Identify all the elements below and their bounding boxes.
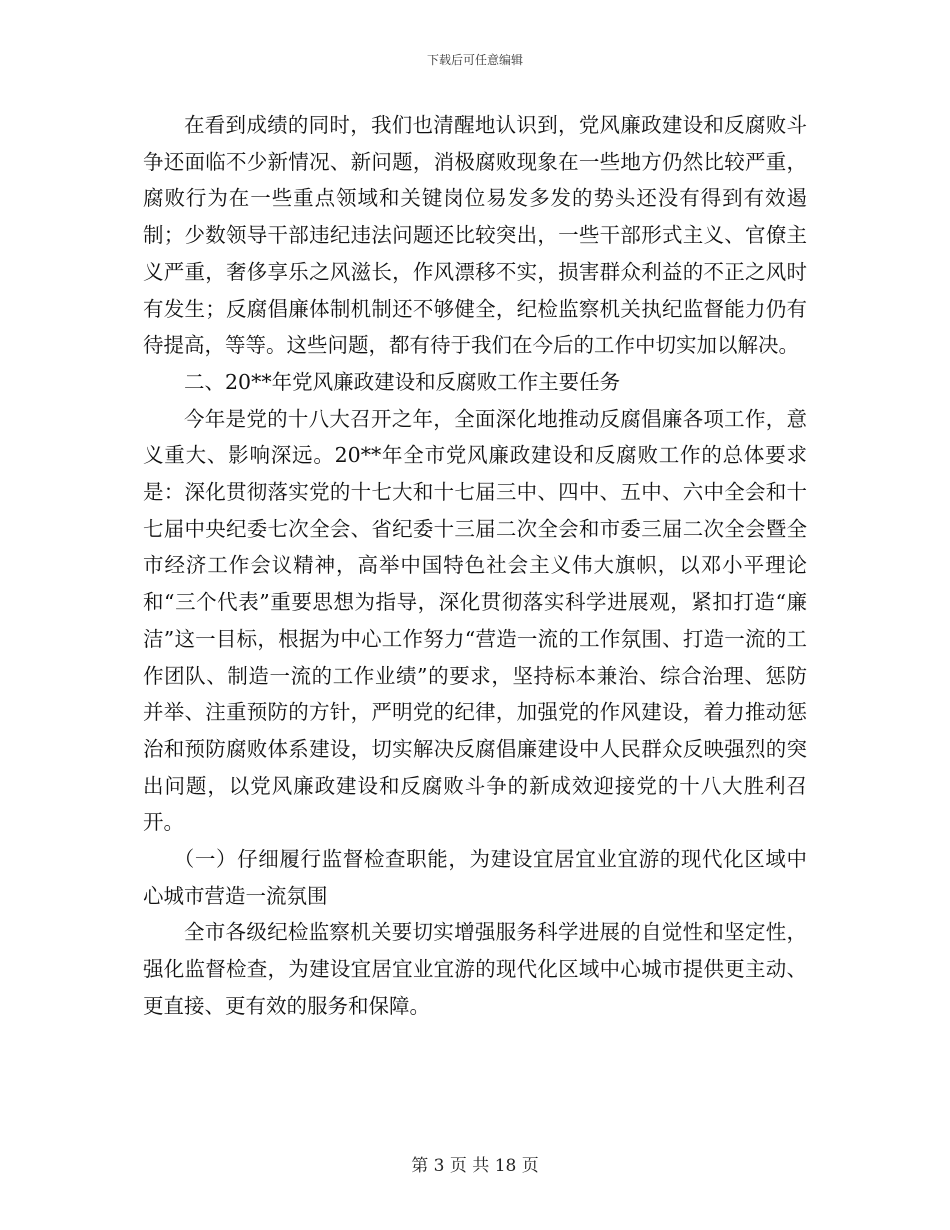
body-paragraph: 全市各级纪检监察机关要切实增强服务科学进展的自觉性和坚定性，强化监督检查，为建设宜居宜业宜游的现代化区域中心城市提供更主动、更直接、更有效的服务和保障。 [143,920,807,1018]
page-number: 第 3 页 共 18 页 [411,1156,539,1176]
document-body [143,107,807,1025]
body-paragraph: 在看到成绩的同时，我们也清醒地认识到，党风廉政建设和反腐败斗争还面临不少新情况、新问题，消极腐败现象在一些地方仍然比较严重，腐败行为在一些重点领域和关键岗位易发多发的势头还没有得到有效遏制；少数领导干部违纪违法问题还比较突出，一些干部形式主义、官僚主义严重，奢侈享乐之风滋长，作风漂移不实，损害群众利益的不正之风时有发生；反腐倡廉体制机制还不够健全，纪检监察机关执纪监督能力仍有待提高，等等。这些问题，都有待于我们在今后的工作中切实加以解决。 [143,113,807,358]
page-header: 下载后可任意编辑 [426,53,523,67]
section-heading: 二、20**年党风廉政建设和反腐败工作主要任务 [184,369,621,394]
subsection-heading: （一）仔细履行监督检查职能，为建设宜居宜业宜游的现代化区域中心城市营造一流氛围 [143,847,807,908]
body-paragraph: 今年是党的十八大召开之年，全面深化地推动反腐倡廉各项工作，意义重大、影响深远。20**年全市党风廉政建设和反腐败工作的总体要求是：深化贯彻落实党的十七大和十七届三中、四中、五中、六中全会和十七届中央纪委七次全会、省纪委十三届二次全会和市委三届二次全会暨全市经济工作会议精神，高举中国特色社会主义伟大旗帜，以邓小平理论和“三个代表”重要思想为指导，深化贯彻落实科学进展观，紧扣打造“廉洁”这一目标，根据为中心工作努力“营造一流的工作氛围、打造一流的工作团队、制造一流的工作业绩”的要求，坚持标本兼治、综合治理、惩防并举、注重预防的方针，严明党的纪律，加强党的作风建设，着力推动惩治和预防腐败体系建设，切实解决反腐倡廉建设中人民群众反映强烈的突出问题，以党风廉政建设和反腐败斗争的新成效迎接党的十八大胜利召开。 [143,406,807,835]
